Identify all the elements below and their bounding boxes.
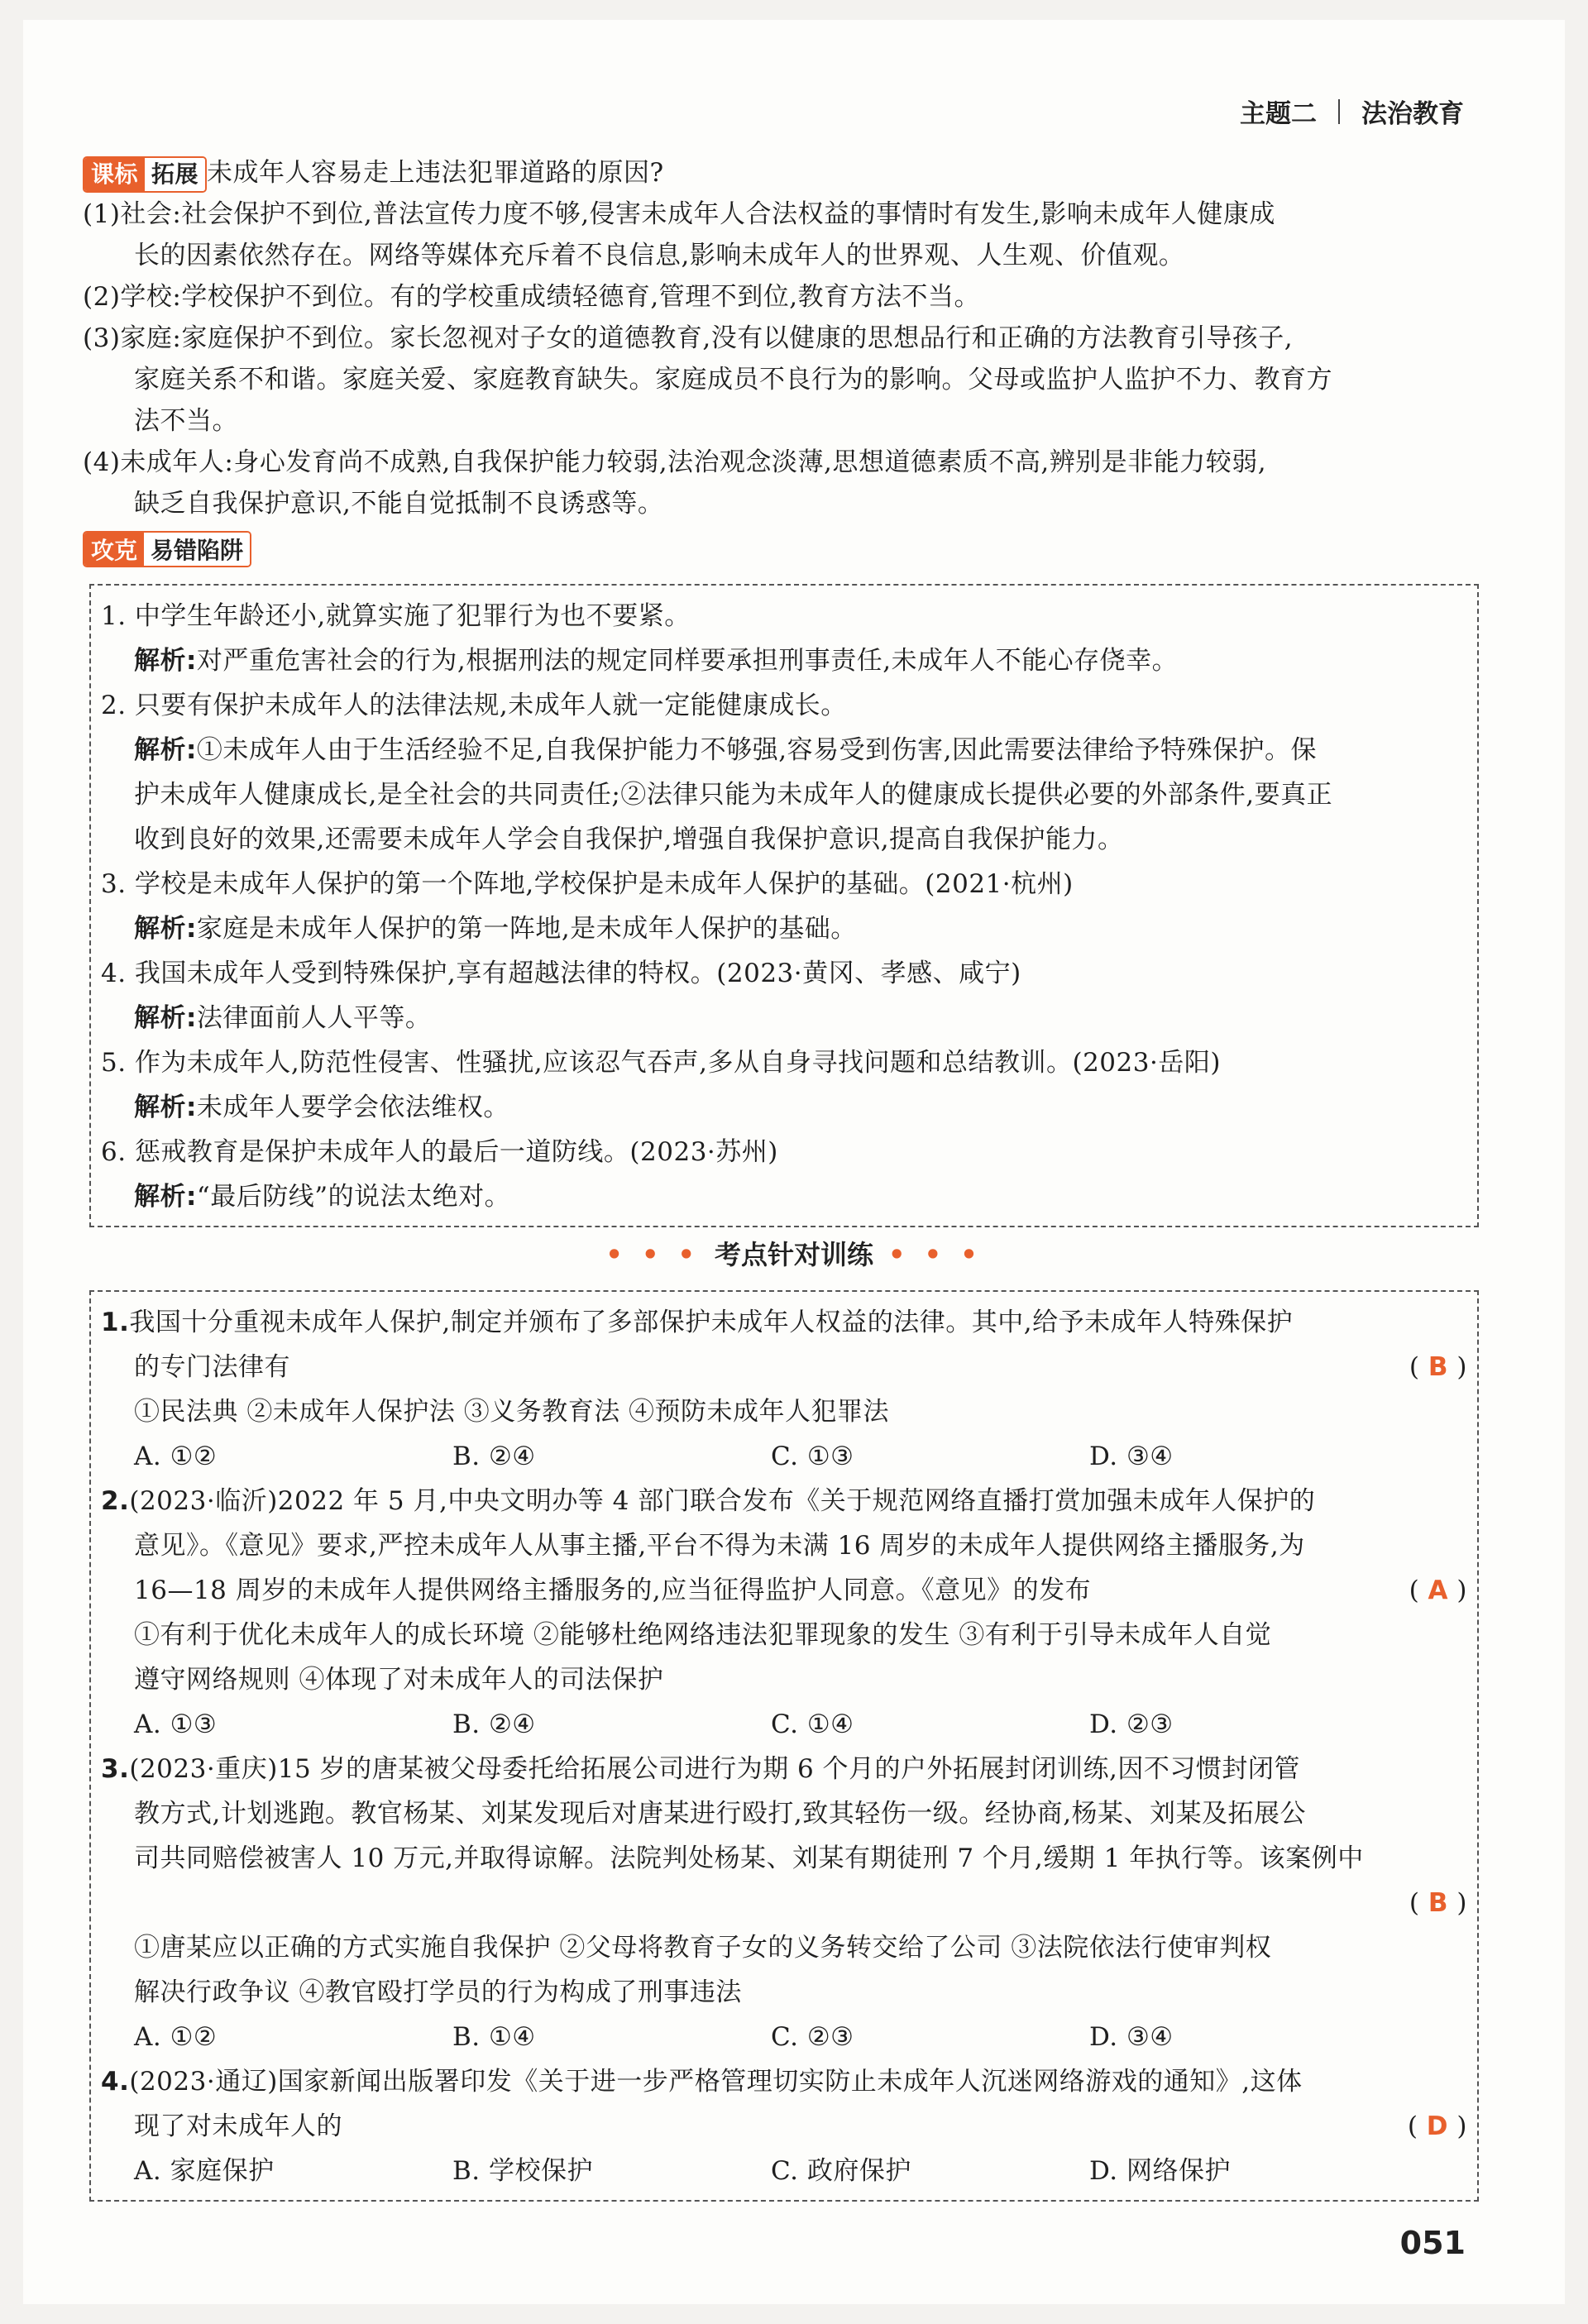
pitfalls-tag: 攻克 易错陷阱 [83,531,251,567]
extension-question-line [83,152,1456,194]
header-theme: 主题二 [1240,99,1317,129]
header-title: 法治教育 [1361,99,1464,129]
paragraph: 家庭关系不和谐。家庭关爱、家庭教育缺失。家庭成员不良行为的影响。父母或监护人监护不力、教育方 [134,365,1332,395]
header-divider [1338,99,1340,124]
question-3-stem: 司共同赔偿被害人 10 万元,并取得谅解。法院判处杨某、刘某有期徒刑 7 个月,缓期 1 年执行等。该案例中 [134,1843,1364,1873]
pitfall-analysis: 解析:对严重危害社会的行为,根据刑法的规定同样要承担刑事责任,未成年人不能心存侥幸。 [134,646,1179,676]
option: C. ①④ [771,1710,854,1739]
pitfall-analysis: 解析:“最后防线”的说法太绝对。 [134,1182,511,1212]
question-2-stem-end: 16—18 周岁的未成年人提供网络主播服务的,应当征得监护人同意。《意见》的发布 ( A ) [134,1576,1467,1605]
pitfall-analysis: 收到良好的效果,还需要未成年人学会自我保护,增强自我保护意识,提高自我保护能力。 [134,825,1124,854]
pitfall-analysis: 护未成年人健康成长,是全社会的共同责任;②法律只能为未成年人的健康成长提供必要的外部条件,要真正 [134,780,1333,810]
pitfalls-box [89,584,1479,1227]
question-2: 2.(2023·临沂)2022 年 5 月,中央文明办等 4 部门联合发布《关于规范网络直播打赏加强未成年人保护的 [101,1486,1316,1516]
answer-badge: D [1426,2111,1449,2141]
option: D. ②③ [1089,1710,1174,1739]
paragraph: (2)学校:学校保护不到位。有的学校重成绩轻德育,管理不到位,教育方法不当。 [83,282,981,312]
option: B. ①④ [452,2022,536,2052]
paragraph: (4)未成年人:身心发育尚不成熟,自我保护能力较弱,法治观念淡薄,思想道德素质不高,辨别是非能力较弱, [83,447,1267,477]
question-1-items: ①民法典 ②未成年人保护法 ③义务教育法 ④预防未成年人犯罪法 [134,1397,890,1427]
extension-tag: 课标 拓展 [83,156,207,193]
pitfall-item: 4. 我国未成年人受到特殊保护,享有超越法律的特权。(2023·黄冈、孝感、咸宁) [101,959,1021,988]
training-title: 考点针对训练 [714,1239,873,1270]
question-3-stem: 教方式,计划逃跑。教官杨某、刘某发现后对唐某进行殴打,致其轻伤一级。经协商,杨某、刘某及拓展公 [134,1799,1307,1829]
option: C. ①③ [771,1442,854,1471]
question-3-answer: ( B ) [1409,1888,1467,1918]
question-1: 1.我国十分重视未成年人保护,制定并颁布了多部保护未成年人权益的法律。其中,给予未成年人特殊保护 [101,1308,1294,1337]
question-4-stem-end: 现了对未成年人的 ( D ) [134,2111,1467,2141]
option: B. ②④ [452,1442,536,1471]
option: D. ③④ [1089,1442,1174,1471]
running-header [1240,93,1464,130]
question-4-options [101,2149,1467,2193]
question-3: 3.(2023·重庆)15 岁的唐某被父母委托给拓展公司进行为期 6 个月的户外拓展封闭训练,因不习惯封闭管 [101,1754,1300,1784]
training-heading: • • • 考点针对训练 • • • [605,1239,983,1270]
question-3-items: 解决行政争议 ④教官殴打学员的行为构成了刑事违法 [134,1977,742,2007]
question-1-options [101,1434,1467,1479]
pitfall-item: 2. 只要有保护未成年人的法律法规,未成年人就一定能健康成长。 [101,691,847,720]
question-2-stem: 意见》。《意见》要求,严控未成年人从事主播,平台不得为未满 16 周岁的未成年人提供网络主播服务,为 [134,1531,1305,1561]
pitfall-analysis: 解析:法律面前人人平等。 [134,1003,432,1033]
option: A. ①③ [134,1710,218,1739]
option: B. 学校保护 [452,2156,593,2186]
paragraph: 缺乏自我保护意识,不能自觉抵制不良诱惑等。 [134,489,664,519]
pitfall-analysis: 解析:未成年人要学会依法维权。 [134,1093,509,1122]
paragraph: 长的因素依然存在。网络等媒体充斥着不良信息,影响未成年人的世界观、人生观、价值观。 [134,241,1185,270]
pitfall-item: 1. 中学生年龄还小,就算实施了犯罪行为也不要紧。 [101,601,691,631]
paragraph: 法不当。 [134,406,238,436]
question-1-stem-end: 的专门法律有 ( B ) [134,1352,1467,1382]
pitfall-item: 3. 学校是未成年人保护的第一个阵地,学校保护是未成年人保护的基础。(2021·杭州) [101,869,1074,899]
question-4: 4.(2023·通辽)国家新闻出版署印发《关于进一步严格管理切实防止未成年人沉迷网络游戏的通知》,这体 [101,2067,1303,2097]
pitfall-item: 5. 作为未成年人,防范性侵害、性骚扰,应该忍气吞声,多从自身寻找问题和总结教训。(2023·岳阳) [101,1048,1221,1078]
extension-question: 未成年人容易走上违法犯罪道路的原因? [207,158,664,188]
pitfall-analysis: 解析:①未成年人由于生活经验不足,自我保护能力不够强,容易受到伤害,因此需要法律给予特殊保护。保 [134,735,1317,765]
pitfalls-heading [83,531,1456,567]
answer-badge: A [1428,1576,1449,1605]
question-2-items: ①有利于优化未成年人的成长环境 ②能够杜绝网络违法犯罪现象的发生 ③有利于引导未成年人自觉 [134,1620,1272,1650]
pitfall-analysis: 解析:家庭是未成年人保护的第一阵地,是未成年人保护的基础。 [134,914,857,944]
training-box [89,1290,1479,2202]
answer-badge: B [1428,1352,1449,1382]
option: A. 家庭保护 [134,2156,275,2186]
option: B. ②④ [452,1710,536,1739]
pitfall-item: 6. 惩戒教育是保护未成年人的最后一道防线。(2023·苏州) [101,1137,778,1167]
option: D. 网络保护 [1089,2156,1231,2186]
paragraph: (1)社会:社会保护不到位,普法宣传力度不够,侵害未成年人合法权益的事情时有发生,影响未成年人健康成 [83,199,1275,229]
option: A. ①② [134,2022,218,2052]
question-2-items: 遵守网络规则 ④体现了对未成年人的司法保护 [134,1665,664,1695]
question-2-options [101,1702,1467,1747]
answer-badge: B [1428,1888,1449,1918]
curriculum-extension-section [83,152,1456,524]
page-number: 051 [1399,2225,1466,2261]
paragraph: (3)家庭:家庭保护不到位。家长忽视对子女的道德教育,没有以健康的思想品行和正确的方法教育引导孩子, [83,323,1294,353]
option: A. ①② [134,1442,218,1471]
question-3-items: ①唐某应以正确的方式实施自我保护 ②父母将教育子女的义务转交给了公司 ③法院依法行使审判权 [134,1933,1272,1963]
option: D. ③④ [1089,2022,1174,2052]
option: C. ②③ [771,2022,854,2052]
question-3-options [101,2015,1467,2059]
option: C. 政府保护 [771,2156,911,2186]
